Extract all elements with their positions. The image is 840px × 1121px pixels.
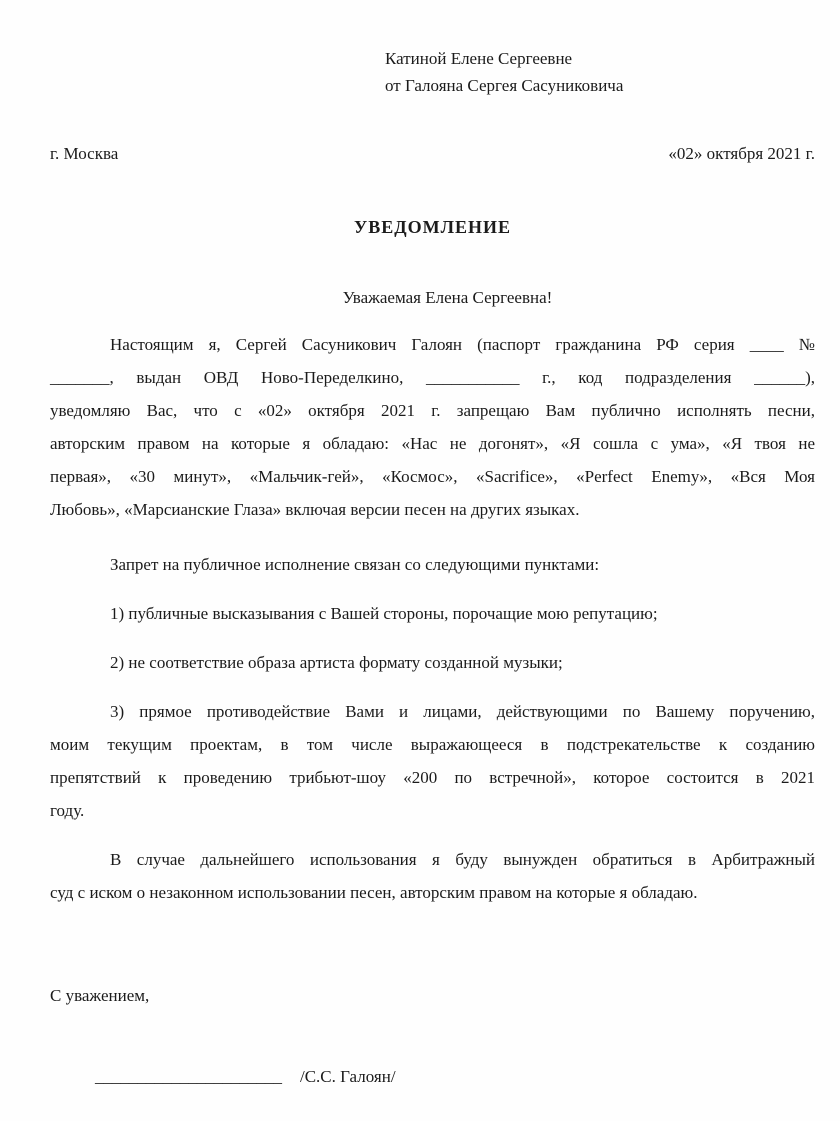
paragraph-main [50, 328, 815, 526]
text-line: _______, выдан ОВД Ново-Переделкино, ___________ г., код подразделения ______), [50, 368, 815, 387]
text-line: году. [50, 801, 85, 820]
place-date-row [50, 137, 815, 170]
text-line: авторским правом на которые я обладаю: «Нас не догонят», «Я сошла с ума», «Я твоя не [50, 434, 815, 453]
place-label: г. Москва [50, 144, 119, 163]
recipient-line: Катиной Елене Сергеевне [385, 49, 573, 68]
text-line: суд с иском о незаконном использовании песен, авторским правом на которые я обладаю. [50, 883, 698, 902]
text-line: Настоящим я, Сергей Сасуникович Галоян (паспорт гражданина РФ серия ____ № [110, 335, 815, 354]
signature-line: ______________________ [95, 1067, 282, 1086]
list-item-2: 2) не соответствие образа артиста формату созданной музыки; [110, 653, 563, 672]
text-line: первая», «30 минут», «Мальчик-гей», «Космос», «Sacrifice», «Perfect Enemy», «Вся Моя [50, 467, 815, 486]
list-item-1: 1) публичные высказывания с Вашей стороны, порочащие мою репутацию; [110, 604, 658, 623]
recipient-block [385, 45, 815, 99]
paragraph-warning [50, 843, 815, 909]
signature-name: /С.С. Галоян/ [300, 1067, 396, 1086]
text-line: Любовь», «Марсианские Глаза» включая версии песен на других языках. [50, 500, 580, 519]
list-item-3 [50, 695, 815, 827]
salutation: Уважаемая Елена Сергеевна! [342, 288, 553, 307]
text-line: моим текущим проектам, в том числе выражающееся в подстрекательстве к созданию [50, 735, 815, 754]
text-line: 3) прямое противодействие Вами и лицами, действующими по Вашему поручению, [110, 702, 815, 721]
closing-label: С уважением, [50, 986, 150, 1005]
document-title: УВЕДОМЛЕНИЕ [353, 217, 512, 237]
date-label: «02» октября 2021 г. [668, 144, 815, 163]
text-line: уведомляю Вас, что с «02» октября 2021 г. запрещаю Вам публично исполнять песни, [50, 401, 815, 420]
text-line: препятствий к проведению трибьют-шоу «200 по встречной», которое состоится в 2021 [50, 768, 815, 787]
paragraph-reasons-intro: Запрет на публичное исполнение связан со следующими пунктами: [110, 555, 600, 574]
sender-line: от Галояна Сергея Сасуниковича [385, 76, 624, 95]
signature-row [50, 1060, 815, 1093]
text-line: В случае дальнейшего использования я буду вынужден обратиться в Арбитражный [110, 850, 815, 869]
